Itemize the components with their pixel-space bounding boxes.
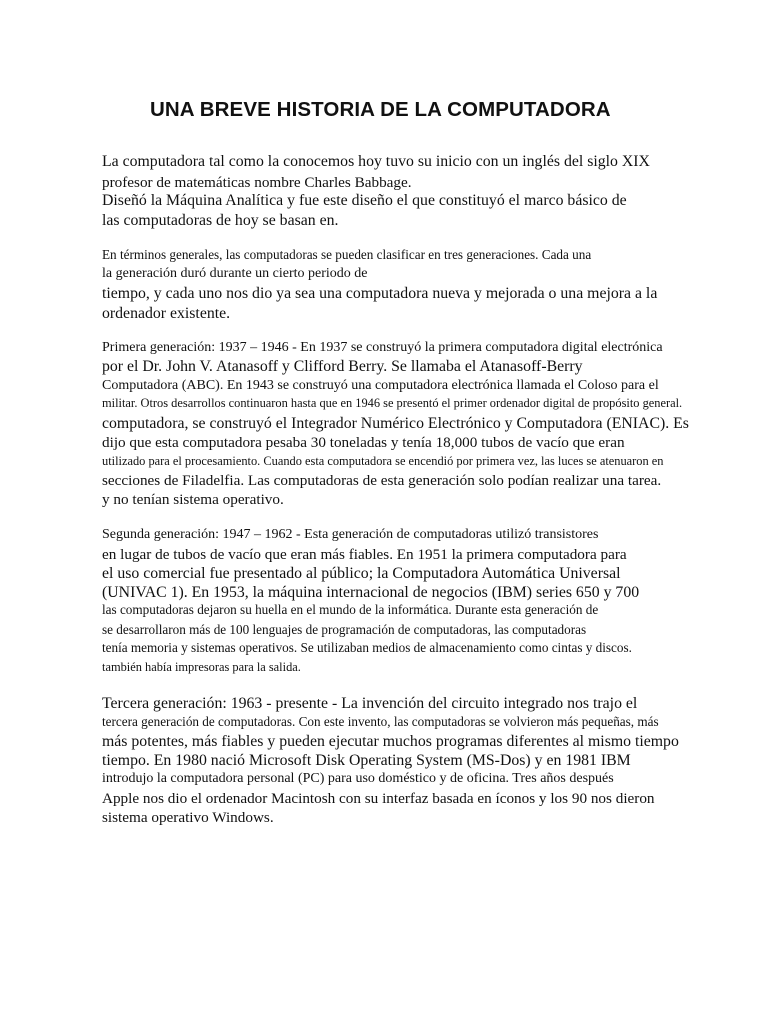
paragraph-4-line-5: las computadoras dejaron su huella en el mundo de la informática. Durante esta generación de — [102, 602, 599, 617]
paragraph-1-line-3: Diseñó la Máquina Analítica y fue este diseño el que constituyó el marco básico de — [102, 192, 627, 209]
paragraph-3-line-6: dijo que esta computadora pesaba 30 toneladas y tenía 18,000 tubos de vacío que eran — [102, 434, 625, 451]
paragraph-1-line-4: las computadoras de hoy se basan en. — [102, 212, 339, 229]
paragraph-2-line-4: ordenador existente. — [102, 305, 231, 322]
paragraph-5-line-5: introdujo la computadora personal (PC) para uso doméstico y de oficina. Tres años después — [102, 771, 614, 786]
paragraph-5-line-4: tiempo. En 1980 nació Microsoft Disk Operating System (MS-Dos) y en 1981 IBM — [102, 752, 631, 769]
paragraph-3-line-1: Primera generación: 1937 – 1946 - En 1937 se construyó la primera computadora digital electrónica — [102, 340, 663, 355]
paragraph-3-line-9: y no tenían sistema operativo. — [102, 491, 284, 508]
paragraph-3-line-4: militar. Otros desarrollos continuaron hasta que en 1946 se presentó el primer ordenador digital de propósito general. — [102, 396, 683, 410]
paragraph-2-line-1: En términos generales, las computadoras se pueden clasificar en tres generaciones. Cada una — [102, 247, 592, 262]
paragraph-4-line-2: en lugar de tubos de vacío que eran más fiables. En 1951 la primera computadora para — [102, 546, 627, 563]
paragraph-4-line-7: tenía memoria y sistemas operativos. Se utilizaban medios de almacenamiento como cintas y discos. — [102, 640, 632, 655]
paragraph-5-line-6: Apple nos dio el ordenador Macintosh con su interfaz basada en íconos y los 90 nos dieron — [102, 790, 655, 807]
paragraph-3-line-2: por el Dr. John V. Atanasoff y Clifford Berry. Se llamaba el Atanasoff-Berry — [102, 358, 583, 375]
paragraph-1-line-1: La computadora tal como la conocemos hoy tuvo su inicio con un inglés del siglo XIX — [102, 153, 650, 170]
paragraph-4-line-3: el uso comercial fue presentado al público; la Computadora Automática Universal — [102, 565, 621, 582]
paragraph-4-line-8: también había impresoras para la salida. — [102, 660, 301, 674]
paragraph-2-line-3: tiempo, y cada uno nos dio ya sea una computadora nueva y mejorada o una mejora a la — [102, 285, 658, 302]
document-title: UNA BREVE HISTORIA DE LA COMPUTADORA — [150, 98, 611, 121]
paragraph-4-line-1: Segunda generación: 1947 – 1962 - Esta generación de computadoras utilizó transistores — [102, 527, 599, 542]
paragraph-3-line-3: Computadora (ABC). En 1943 se construyó una computadora electrónica llamada el Coloso para el — [102, 378, 659, 393]
paragraph-4-line-4: (UNIVAC 1). En 1953, la máquina internacional de negocios (IBM) series 650 y 700 — [102, 584, 640, 601]
paragraph-5-line-7: sistema operativo Windows. — [102, 809, 274, 826]
paragraph-3-line-5: computadora, se construyó el Integrador Numérico Electrónico y Computadora (ENIAC). Es — [102, 415, 689, 432]
paragraph-4-line-6: se desarrollaron más de 100 lenguajes de programación de computadoras, las computadoras — [102, 622, 587, 637]
paragraph-2-line-2: la generación duró durante un cierto periodo de — [102, 266, 368, 281]
paragraph-5-line-3: más potentes, más fiables y pueden ejecutar muchos programas diferentes al mismo tiempo — [102, 733, 679, 750]
paragraph-5-line-2: tercera generación de computadoras. Con este invento, las computadoras se volvieron más pequeñas, más — [102, 714, 659, 729]
paragraph-1-line-2: profesor de matemáticas nombre Charles Babbage. — [102, 174, 412, 191]
paragraph-3-line-8: secciones de Filadelfia. Las computadoras de esta generación solo podían realizar una tarea. — [102, 472, 662, 489]
paragraph-5-line-1: Tercera generación: 1963 - presente - La invención del circuito integrado nos trajo el — [102, 695, 638, 712]
paragraph-3-line-7: utilizado para el procesamiento. Cuando esta computadora se encendió por primera vez, las luces se atenuaron en — [102, 454, 664, 468]
